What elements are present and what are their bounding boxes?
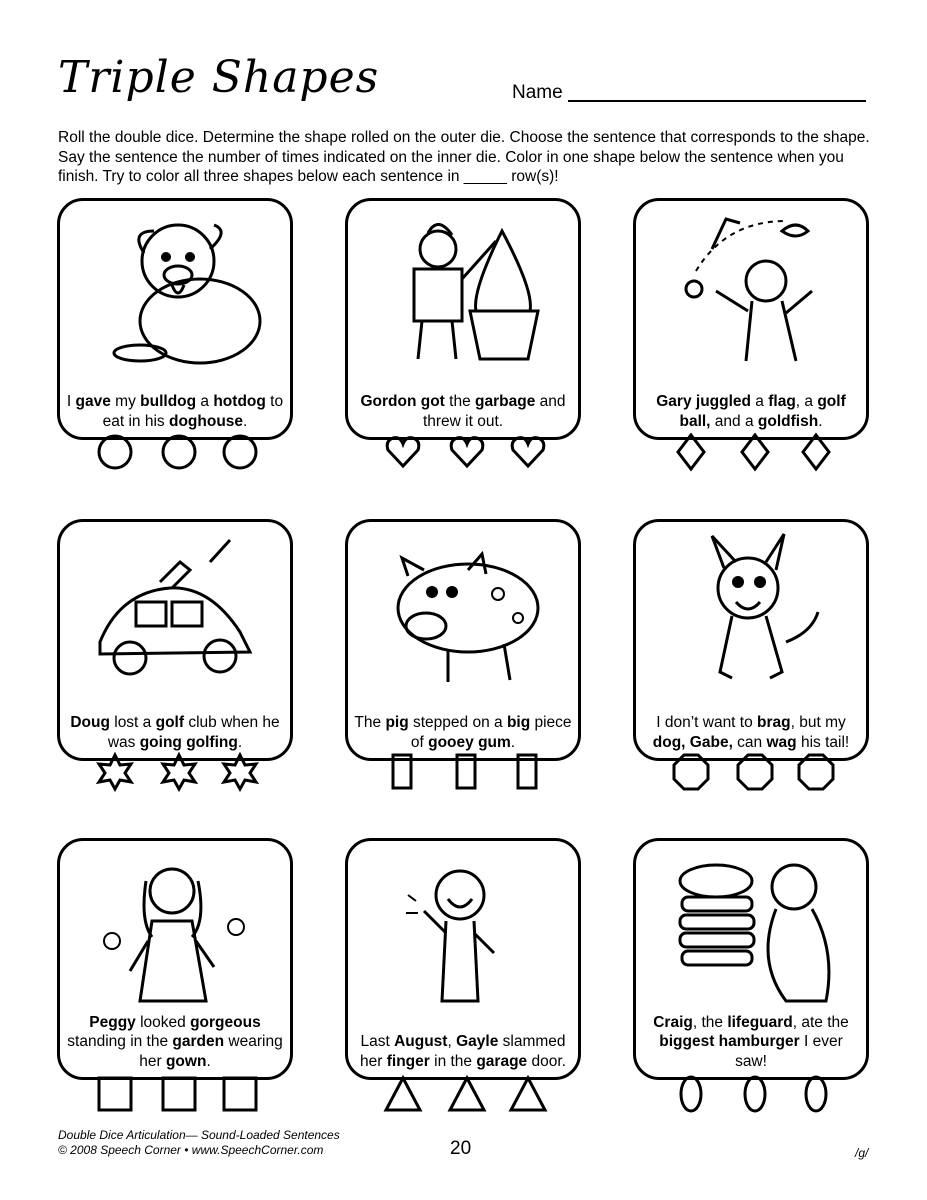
sentence-card-dog [633,519,869,761]
target-word: hotdog [213,393,266,410]
target-word: dog, Gabe, [652,733,733,751]
instructions: Roll the double dice. Determine the shape rolled on the outer die. Choose the sentence that corresponds to the shape. Say the sentence the number of times indicated on the inner die. Color in one shape below the sentence when you finish. Try to color all three shapes below each sentence in _____ row(s)! [58,129,870,185]
caption-text: . [237,733,243,751]
sentence-caption [66,392,284,431]
caption-text: my [110,393,141,410]
sentence-caption [642,713,860,752]
sentence-caption [642,392,860,431]
sentence-card-juggler [633,198,869,440]
caption-text: a [196,393,214,410]
garbage-illustration [348,201,578,371]
sentence-caption [66,713,284,752]
target-word: biggest hamburger [659,1033,800,1050]
sentence-card-girl [345,838,581,1080]
caption-text: and a [710,412,758,430]
target-word: going golfing [139,733,238,751]
target-word: garden [172,1033,225,1050]
name-label: Name [512,82,563,103]
name-field[interactable] [568,100,866,102]
sentence-card-burger [633,838,869,1080]
caption-text: . [206,1052,211,1070]
caption-text: Last [360,1033,395,1050]
sentence-card-pig [345,519,581,761]
page-number: 20 [450,1138,472,1159]
caption-text: . [510,733,516,751]
caption-text: stepped on a [408,714,507,731]
caption-text: I ever saw! [735,1033,843,1070]
caption-text: club when he was [107,714,280,751]
caption-text: wearing her [139,1033,283,1070]
caption-text: I [66,393,76,410]
footer-book-title: Double Dice Articulation— Sound-Loaded Sentences [58,1128,340,1142]
target-word: gorgeous [190,1013,261,1031]
caption-text: , [447,1033,457,1050]
target-word: Doug [70,714,110,731]
caption-text: , but my [790,714,846,731]
target-word: pig [385,714,409,731]
target-word: Peggy [89,1013,136,1031]
caption-text: piece of [410,714,572,751]
burger-illustration [636,841,866,1011]
target-word: goldfish [757,412,819,430]
caption-text: The [354,714,386,731]
footer-credits [58,1128,340,1158]
target-word: golf [155,714,185,731]
caption-text: . [818,412,823,430]
target-word: Gayle [456,1033,499,1050]
target-word: doghouse [168,412,244,430]
shape-row [633,752,869,796]
target-word: gave [75,393,111,410]
shape-row [57,752,293,796]
caption-text: can [732,733,767,751]
sentence-card-car [57,519,293,761]
sentence-card-garbage [345,198,581,440]
sentence-caption [66,1013,284,1072]
target-word: Craig [653,1013,693,1031]
caption-text: , a [795,393,818,410]
target-word: garage [476,1052,528,1070]
shape-row [633,1074,869,1118]
target-word: Gordon got [360,393,445,410]
caption-text: in the [429,1052,477,1070]
target-word: gown [165,1052,207,1070]
caption-text: I don’t want to [656,714,758,731]
car-illustration [60,522,290,692]
sentence-caption [354,1032,572,1071]
sentence-card-bulldog [57,198,293,440]
caption-text: a [751,393,769,410]
target-word: Gary juggled [656,393,751,410]
target-word: finger [386,1052,430,1070]
target-word: flag [768,393,796,410]
target-word: bulldog [140,393,197,410]
caption-text: to eat in his [102,393,284,430]
shape-row [345,752,581,796]
caption-text: , the [692,1013,728,1031]
caption-text: his tail! [796,733,850,751]
caption-text: slammed her [360,1033,566,1070]
caption-text: looked [135,1013,191,1031]
target-word: garbage [475,393,536,410]
target-word: golf ball, [679,393,846,430]
caption-text: , ate the [792,1013,849,1031]
bulldog-illustration [60,201,290,371]
caption-text: the [444,393,476,410]
juggler-illustration [636,201,866,371]
shape-row [57,1074,293,1118]
sentence-card-woman [57,838,293,1080]
target-word: August [394,1033,448,1050]
target-sound: /g/ [855,1146,869,1160]
shape-row [57,432,293,476]
caption-text: standing in the [67,1033,173,1050]
footer-copyright: © 2008 Speech Corner • www.SpeechCorner.com [58,1143,324,1157]
caption-text: door. [527,1052,566,1070]
shape-row [633,432,869,476]
target-word: gooey gum [428,733,511,751]
sentence-caption [642,1013,860,1072]
target-word: lifeguard [727,1013,793,1031]
caption-text: lost a [109,714,156,731]
target-word: wag [766,733,797,751]
target-word: big [506,714,531,731]
caption-text: and threw it out. [422,393,566,430]
page-title: Triple Shapes [58,52,380,103]
girl-illustration [348,841,578,1011]
caption-text: . [243,412,248,430]
sentence-caption [354,392,572,431]
pig-illustration [348,522,578,692]
shape-row [345,1074,581,1118]
woman-illustration [60,841,290,1011]
shape-row [345,432,581,476]
target-word: brag [757,714,791,731]
sentence-caption [354,713,572,752]
dog-illustration [636,522,866,692]
